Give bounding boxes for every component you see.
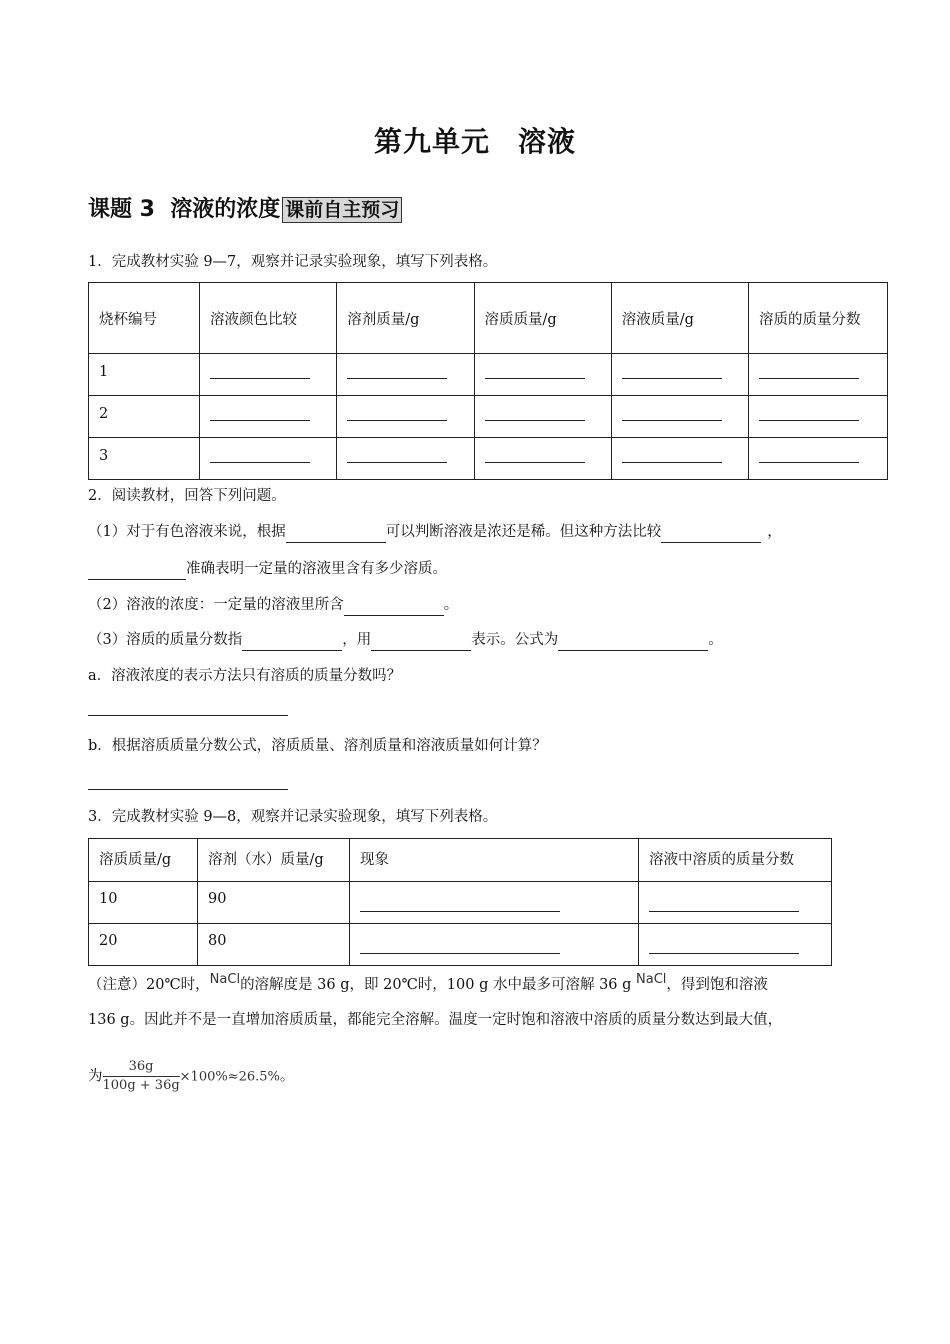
part-2-text-b: 。	[443, 597, 459, 613]
table-row	[89, 354, 888, 396]
answer-cell[interactable]	[611, 354, 748, 396]
question-3-text: 3．完成教材实验 9—8，观察并记录实验现象，填写下列表格。	[88, 809, 498, 825]
answer-cell[interactable]	[749, 396, 888, 438]
note-line-3	[88, 1058, 294, 1095]
question-1-text: 1．完成教材实验 9—7，观察并记录实验现象，填写下列表格。	[88, 254, 498, 270]
lesson-heading	[88, 192, 402, 223]
question-2-part-1-cont	[88, 559, 447, 580]
note-line-1	[88, 970, 768, 995]
blank-accuracy[interactable]	[88, 559, 186, 580]
answer-cell[interactable]	[200, 354, 337, 396]
answer-cell[interactable]	[337, 438, 474, 480]
question-2-part-3	[88, 630, 723, 651]
header-cell: 溶剂质量/g	[337, 283, 474, 354]
blank-judge-basis[interactable]	[286, 522, 386, 543]
answer-cell[interactable]	[749, 438, 888, 480]
note-text-c: ，得到饱和溶液	[666, 977, 768, 993]
answer-cell[interactable]	[200, 396, 337, 438]
part-3-text-c: 表示。公式为	[471, 632, 559, 648]
note-text-a: （注意）20℃时，	[88, 977, 210, 993]
blank-formula[interactable]	[558, 630, 708, 651]
header-cell: 溶质质量/g	[474, 283, 611, 354]
answer-cell[interactable]	[474, 354, 611, 396]
answer-cell[interactable]	[474, 396, 611, 438]
experiment-table-2	[88, 838, 832, 966]
fraction-numerator: 36g	[103, 1058, 180, 1077]
table-row	[89, 396, 888, 438]
answer-cell[interactable]	[337, 354, 474, 396]
nacl-formula: NaCl	[209, 972, 241, 987]
nacl-formula: NaCl	[636, 972, 667, 987]
blank-method[interactable]	[661, 522, 761, 543]
preview-badge: 课前自主预习	[282, 197, 402, 223]
solute-mass: 10	[89, 882, 198, 924]
observation-cell[interactable]	[350, 924, 639, 966]
answer-cell[interactable]	[611, 438, 748, 480]
table-row	[89, 882, 832, 924]
header-cell: 溶液颜色比较	[200, 283, 337, 354]
table-header-row	[89, 839, 832, 882]
table-row	[89, 924, 832, 966]
note-text-b: 的溶解度是 36 g，即 20℃时，100 g 水中最多可溶解 36 g	[240, 977, 637, 993]
answer-cell[interactable]	[474, 438, 611, 480]
answer-cell[interactable]	[337, 396, 474, 438]
page-title	[0, 120, 950, 160]
fraction-formula	[103, 1058, 180, 1095]
observation-cell[interactable]	[350, 882, 639, 924]
blank-definition[interactable]	[242, 630, 342, 651]
part-3-text-a: （3）溶质的质量分数指	[88, 632, 243, 648]
header-cell: 溶液中溶质的质量分数	[639, 839, 832, 882]
fraction-cell[interactable]	[639, 882, 832, 924]
experiment-table-1	[88, 282, 888, 480]
question-b: b．根据溶质质量分数公式，溶质质量、溶剂质量和溶液质量如何计算？	[88, 738, 547, 754]
note-line-2: 136 g。因此并不是一直增加溶质质量，都能完全溶解。温度一定时饱和溶液中溶质的质量分数达到最大值，	[88, 1012, 783, 1028]
question-a: a．溶液浓度的表示方法只有溶质的质量分数吗？	[88, 668, 402, 684]
part-1-text-d: 准确表明一定量的溶液里含有多少溶质。	[186, 561, 447, 577]
question-2-part-1	[88, 522, 782, 543]
answer-cell[interactable]	[611, 396, 748, 438]
blank-concentration[interactable]	[344, 595, 444, 616]
unit-label: 第九单元	[373, 125, 490, 158]
part-3-text-d: 。	[708, 632, 723, 648]
header-cell: 溶液质量/g	[611, 283, 748, 354]
solvent-mass: 80	[198, 924, 350, 966]
note-suffix: 。	[279, 1068, 295, 1085]
part-1-text-b: 可以判断溶液是浓还是稀。但这种方法比较	[385, 524, 662, 540]
note-prefix: 为	[88, 1068, 103, 1085]
formula-result: ×100%≈26.5%	[179, 1069, 280, 1085]
part-2-text-a: （2）溶液的浓度：一定量的溶液里所含	[88, 597, 344, 613]
header-cell: 溶剂（水）质量/g	[198, 839, 350, 882]
answer-line-b[interactable]	[88, 789, 288, 790]
solute-mass: 20	[89, 924, 198, 966]
beaker-number: 2	[89, 396, 200, 438]
answer-cell[interactable]	[749, 354, 888, 396]
header-cell: 溶质的质量分数	[749, 283, 888, 354]
beaker-number: 3	[89, 438, 200, 480]
table-header-row	[89, 283, 888, 354]
answer-line-a[interactable]	[88, 715, 288, 716]
header-cell: 现象	[350, 839, 639, 882]
blank-representation[interactable]	[371, 630, 471, 651]
part-1-text-a: （1）对于有色溶液来说，根据	[88, 524, 286, 540]
lesson-title: 课题 3 溶液的浓度	[88, 197, 281, 222]
table-row	[89, 438, 888, 480]
header-cell: 溶质质量/g	[89, 839, 198, 882]
part-3-text-b: ，用	[342, 632, 372, 648]
question-2-text: 2．阅读教材，回答下列问题。	[88, 488, 286, 504]
header-cell: 烧杯编号	[89, 283, 200, 354]
answer-cell[interactable]	[200, 438, 337, 480]
question-2-part-2	[88, 595, 458, 616]
beaker-number: 1	[89, 354, 200, 396]
part-1-text-c: ，	[767, 524, 782, 540]
fraction-cell[interactable]	[639, 924, 832, 966]
fraction-denominator: 100g + 36g	[102, 1078, 180, 1093]
topic-label: 溶液	[518, 125, 577, 158]
solvent-mass: 90	[198, 882, 350, 924]
